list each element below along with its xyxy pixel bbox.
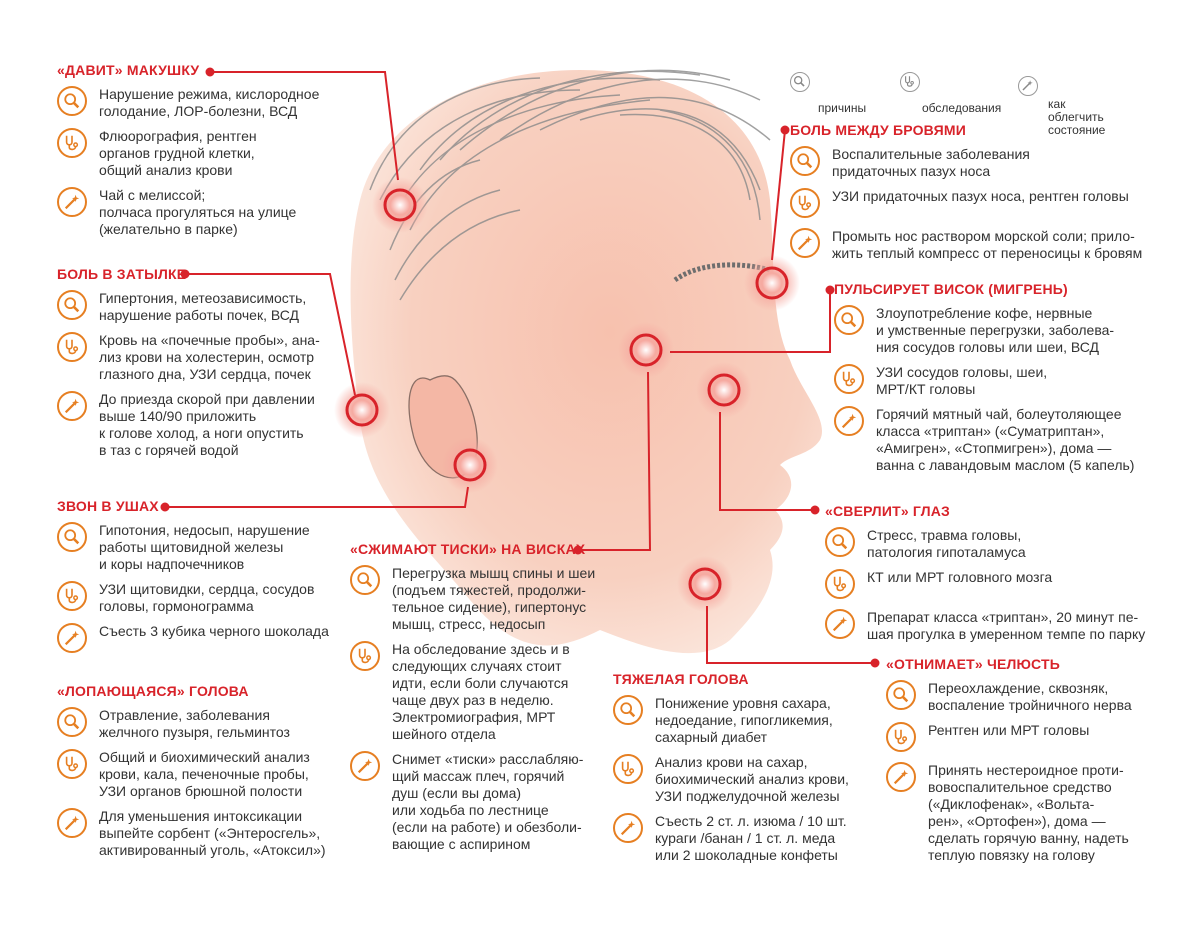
item-text: УЗИ щитовидки, сердца, сосудов головы, гормонограмма	[99, 581, 315, 614]
search-icon	[834, 305, 864, 335]
exam-item	[350, 641, 610, 743]
section-ears	[57, 498, 357, 655]
search-icon	[57, 522, 87, 552]
item-text: УЗИ сосудов головы, шеи, МРТ/КТ головы	[876, 364, 1048, 397]
stethoscope-icon	[834, 364, 864, 394]
stethoscope-icon	[790, 188, 820, 218]
exam-item	[57, 581, 357, 615]
stethoscope-icon	[613, 754, 643, 784]
stethoscope-icon	[57, 332, 87, 362]
relief-item	[57, 623, 357, 655]
search-icon	[825, 527, 855, 557]
relief-item	[57, 808, 357, 859]
relief-item	[825, 609, 1195, 643]
magic-wand-icon	[790, 228, 820, 258]
legend-exams	[900, 76, 1001, 115]
section-occiput	[57, 266, 357, 459]
cause-item	[825, 527, 1195, 561]
item-text: Понижение уровня сахара, недоедание, гипогликемия, сахарный диабет	[655, 695, 833, 745]
item-text: УЗИ придаточных пазух носа, рентген головы	[832, 188, 1129, 204]
magic-wand-icon	[350, 751, 380, 781]
section-title: «ДАВИТ» МАКУШКУ	[57, 62, 200, 78]
item-text: Отравление, заболевания желчного пузыря, гельминтоз	[99, 707, 290, 740]
item-text: Общий и биохимический анализ крови, кала, печеночные пробы, УЗИ органов брюшной полости	[99, 749, 310, 799]
section-title: БОЛЬ В ЗАТЫЛКЕ	[57, 266, 187, 282]
section-title: «ОТНИМАЕТ» ЧЕЛЮСТЬ	[886, 656, 1060, 672]
item-text: Нарушение режима, кислородное голодание, ЛОР-болезни, ВСД	[99, 86, 320, 119]
relief-item	[57, 391, 357, 459]
section-title: ТЯЖЕЛАЯ ГОЛОВА	[613, 671, 749, 687]
item-text: Кровь на «почечные пробы», ана- лиз крови на холестерин, осмотр глазного дна, УЗИ сердца, почек	[99, 332, 320, 382]
section-title: БОЛЬ МЕЖДУ БРОВЯМИ	[790, 122, 967, 138]
cause-item	[57, 290, 357, 324]
legend-exams-label: обследования	[922, 101, 1002, 115]
magic-wand-icon	[613, 813, 643, 843]
cause-item	[613, 695, 883, 746]
item-text: Чай с мелиссой; полчаса прогуляться на улице (желательно в парке)	[99, 187, 297, 237]
exam-item	[834, 364, 1194, 398]
exam-item	[825, 569, 1195, 601]
magic-wand-icon	[57, 391, 87, 421]
item-text: КТ или МРТ головного мозга	[867, 569, 1053, 585]
search-icon	[57, 290, 87, 320]
item-text: Гипертония, метеозависимость, нарушение работы почек, ВСД	[99, 290, 307, 323]
section-eye	[825, 503, 1195, 643]
exam-item	[886, 722, 1186, 754]
section-bursting	[57, 683, 357, 859]
item-text: Злоупотребление кофе, нервные и умственные перегрузки, заболева- ния сосудов головы или шеи, ВСД	[876, 305, 1115, 355]
item-text: Принять нестероидное проти- вовоспалительное средство («Диклофенак», «Вольта- рен», «Ортофен»), дома — сделать горячую ванну, надеть теплую повязку на голову	[928, 762, 1129, 863]
item-text: Горячий мятный чай, болеутоляющее класса «триптан» («Суматриптан», «Амигрен», «Стопмигрен»), дома — ванна с лавандовым маслом (5 капель)	[876, 406, 1135, 473]
cause-item	[57, 522, 357, 573]
item-text: На обследование здесь и в следующих случаях стоит идти, если боли случаются чаще двух раз в неделю. Электромиография, МРТ шейного отдела	[392, 641, 570, 742]
item-text: Стресс, травма головы, патология гипоталамуса	[867, 527, 1026, 560]
relief-item	[57, 187, 357, 238]
magic-wand-icon	[825, 609, 855, 639]
item-text: Воспалительные заболевания придаточных пазух носа	[832, 146, 1030, 179]
item-text: Перегрузка мышц спины и шеи (подъем тяжестей, продолжи- тельное сидение), гипертонус мышц, стресс, недосып	[392, 565, 596, 632]
section-title: «ЛОПАЮЩАЯСЯ» ГОЛОВА	[57, 683, 249, 699]
search-icon	[613, 695, 643, 725]
exam-item	[57, 332, 357, 383]
exam-item	[613, 754, 883, 805]
item-text: Съесть 2 ст. л. изюма / 10 шт. кураги /банан / 1 ст. л. меда или 2 шоколадные конфеты	[655, 813, 847, 863]
section-title: ПУЛЬСИРУЕТ ВИСОК (МИГРЕНЬ)	[834, 281, 1068, 297]
legend-relief-label: как облегчить состояние	[1048, 97, 1106, 137]
cause-item	[834, 305, 1194, 356]
section-brows	[790, 122, 1190, 262]
item-text: Промыть нос раствором морской соли; прило- жить теплый компресс от переносицы к бровям	[832, 228, 1143, 261]
section-heavy	[613, 671, 883, 864]
exam-item	[790, 188, 1190, 220]
stethoscope-icon	[825, 569, 855, 599]
stethoscope-icon	[57, 128, 87, 158]
relief-item	[886, 762, 1186, 864]
search-icon	[350, 565, 380, 595]
cause-item	[57, 86, 357, 120]
stethoscope-icon	[57, 749, 87, 779]
section-migraine	[834, 281, 1194, 474]
section-crown	[57, 62, 357, 238]
item-text: Флюорография, рентген органов грудной клетки, общий анализ крови	[99, 128, 257, 178]
relief-item	[613, 813, 883, 864]
cause-item	[350, 565, 610, 633]
magic-wand-icon	[1018, 76, 1038, 96]
stethoscope-icon	[886, 722, 916, 752]
magic-wand-icon	[834, 406, 864, 436]
stethoscope-icon	[350, 641, 380, 671]
cause-item	[790, 146, 1190, 180]
exam-item	[57, 128, 357, 179]
search-icon	[886, 680, 916, 710]
legend-causes-label: причины	[818, 101, 867, 115]
item-text: Для уменьшения интоксикации выпейте сорбент («Энтеросгель», активированный уголь, «Атоксил»)	[99, 808, 326, 858]
section-title: ЗВОН В УШАХ	[57, 498, 159, 514]
item-text: Рентген или МРТ головы	[928, 722, 1090, 738]
exam-item	[57, 749, 357, 800]
magic-wand-icon	[57, 187, 87, 217]
item-text: Анализ крови на сахар, биохимический анализ крови, УЗИ поджелудочной железы	[655, 754, 849, 804]
item-text: Съесть 3 кубика черного шоколада	[99, 623, 329, 639]
magic-wand-icon	[886, 762, 916, 792]
search-icon	[57, 86, 87, 116]
section-title: «СЖИМАЮТ ТИСКИ» НА ВИСКАХ	[350, 541, 586, 557]
section-jaw	[886, 656, 1186, 864]
relief-item	[834, 406, 1194, 474]
magic-wand-icon	[57, 808, 87, 838]
relief-item	[350, 751, 610, 853]
magic-wand-icon	[57, 623, 87, 653]
item-text: Переохлаждение, сквозняк, воспаление тройничного нерва	[928, 680, 1132, 713]
section-temples-vise	[350, 541, 610, 853]
stethoscope-icon	[57, 581, 87, 611]
search-icon	[790, 146, 820, 176]
item-text: До приезда скорой при давлении выше 140/90 приложить к голове холод, а ноги опустить в таз с горячей водой	[99, 391, 315, 458]
item-text: Гипотония, недосып, нарушение работы щитовидной железы и коры надпочечников	[99, 522, 310, 572]
search-icon	[57, 707, 87, 737]
item-text: Снимет «тиски» расслабляю- щий массаж плеч, горячий душ (если вы дома) или ходьба по лестнице (если на работе) и обезболи- вающие с аспирином	[392, 751, 584, 852]
stethoscope-icon	[900, 72, 920, 92]
relief-item	[790, 228, 1190, 262]
legend-causes	[790, 76, 866, 115]
cause-item	[57, 707, 357, 741]
section-title: «СВЕРЛИТ» ГЛАЗ	[825, 503, 951, 519]
search-icon	[790, 72, 810, 92]
item-text: Препарат класса «триптан», 20 минут пе- шая прогулка в умеренном темпе по парку	[867, 609, 1146, 642]
cause-item	[886, 680, 1186, 714]
